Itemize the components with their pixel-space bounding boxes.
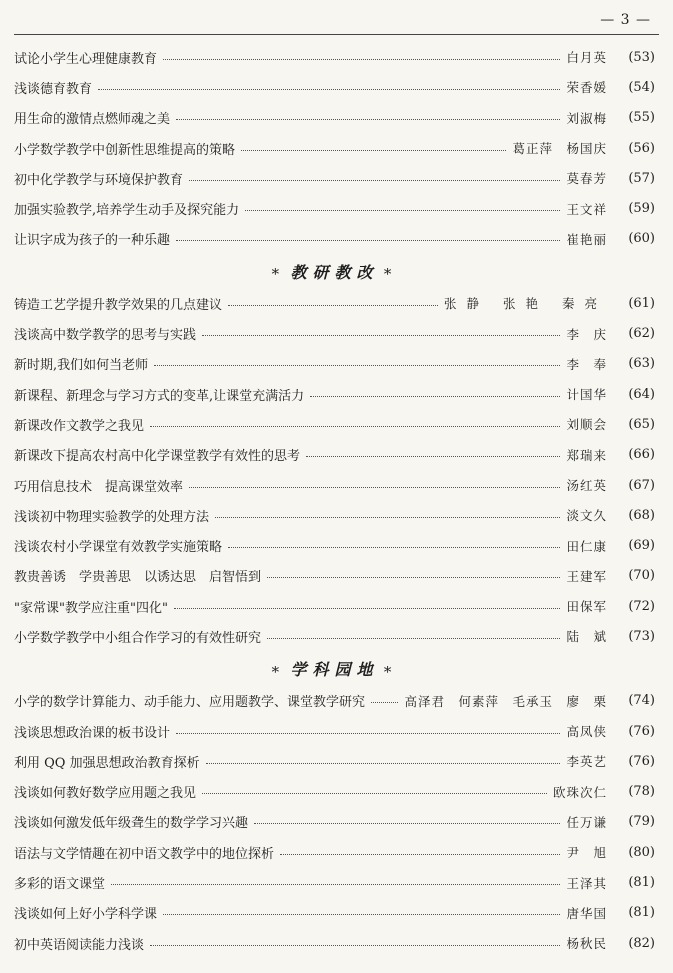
- asterisk-icon: ∗: [270, 262, 287, 281]
- entry-title: 浅谈德育教育: [14, 81, 93, 97]
- entry-authors: 莫春芳: [566, 171, 607, 187]
- toc-entry: [14, 470, 655, 500]
- entry-authors: 荣香媛: [566, 80, 607, 96]
- entry-page-number: (74): [628, 693, 655, 709]
- entry-page-number: (54): [628, 79, 655, 95]
- entry-authors: 王建军: [566, 568, 607, 584]
- entry-page-number: (81): [628, 905, 655, 921]
- asterisk-icon: ∗: [382, 659, 399, 678]
- toc-entry: [14, 193, 655, 223]
- entry-authors: 田仁康: [566, 538, 607, 554]
- entry-title: 浅谈如何教好数学应用题之我见: [14, 786, 197, 802]
- toc-entry: [14, 777, 655, 807]
- entry-title: 新课改作文教学之我见: [14, 418, 145, 434]
- section-heading: [14, 254, 655, 288]
- dot-leader: [189, 487, 560, 488]
- entry-page-number: (66): [628, 447, 655, 463]
- toc-entry: [14, 530, 655, 560]
- entry-title: 巧用信息技术 提高课堂效率: [14, 479, 184, 495]
- entry-authors: 尹 旭: [566, 845, 607, 861]
- dot-leader: [267, 638, 560, 639]
- entry-title: 初中化学教学与环境保护教育: [14, 172, 184, 188]
- entry-page-number: (65): [628, 416, 655, 432]
- entry-title: 新时期,我们如何当老师: [14, 358, 149, 374]
- entry-page-number: (76): [628, 723, 655, 739]
- dot-leader: [176, 240, 560, 241]
- dot-leader: [241, 150, 506, 151]
- entry-page-number: (82): [628, 935, 655, 951]
- toc-entry: [14, 318, 655, 348]
- dot-leader: [176, 119, 560, 120]
- asterisk-icon: ∗: [382, 262, 399, 281]
- entry-page-number: (55): [628, 110, 655, 126]
- entry-title: 语法与文学情趣在初中语文教学中的地位探析: [14, 846, 275, 862]
- dot-leader: [189, 180, 560, 181]
- entry-page-number: (78): [628, 784, 655, 800]
- entry-title: 浅谈初中物理实验教学的处理方法: [14, 509, 210, 525]
- entry-page-number: (61): [628, 295, 655, 311]
- entry-authors: 唐华国: [566, 905, 607, 921]
- entry-authors: 王泽其: [566, 875, 607, 891]
- entry-page-number: (79): [628, 814, 655, 830]
- entry-title: 让识字成为孩子的一种乐趣: [14, 233, 171, 249]
- entry-title: 多彩的语文课堂: [14, 877, 106, 893]
- entry-authors: 田保军: [566, 599, 607, 615]
- entry-page-number: (56): [628, 140, 655, 156]
- table-of-contents: [14, 42, 655, 958]
- dot-leader: [228, 305, 438, 306]
- entry-title: 浅谈如何上好小学科学课: [14, 907, 158, 923]
- toc-entry: [14, 561, 655, 591]
- entry-page-number: (57): [628, 170, 655, 186]
- entry-title: 教贵善诱 学贵善思 以诱达思 启智悟到: [14, 570, 262, 586]
- dot-leader: [154, 365, 560, 366]
- entry-title: 加强实验教学,培养学生动手及探究能力: [14, 203, 240, 219]
- dot-leader: [280, 854, 560, 855]
- entry-title: 浅谈高中数学教学的思考与实践: [14, 328, 197, 344]
- toc-entry: [14, 500, 655, 530]
- entry-authors: 李英艺: [566, 754, 607, 770]
- dot-leader: [245, 210, 560, 211]
- toc-entry: [14, 103, 655, 133]
- entry-page-number: (81): [628, 875, 655, 891]
- top-rule: [14, 34, 659, 35]
- entry-authors: 王文祥: [566, 201, 607, 217]
- entry-page-number: (53): [628, 49, 655, 65]
- toc-entry: [14, 621, 655, 651]
- entry-page-number: (67): [628, 477, 655, 493]
- entry-authors: 崔艳丽: [566, 231, 607, 247]
- entry-page-number: (64): [628, 386, 655, 402]
- toc-entry: [14, 686, 655, 716]
- dot-leader: [254, 823, 560, 824]
- toc-entry: [14, 440, 655, 470]
- toc-entry: [14, 288, 655, 318]
- dot-leader: [150, 945, 560, 946]
- entry-page-number: (63): [628, 356, 655, 372]
- dot-leader: [206, 763, 561, 764]
- dot-leader: [267, 577, 560, 578]
- entry-title: 利用 QQ 加强思想政治教育探析: [14, 755, 200, 771]
- toc-entry: [14, 898, 655, 928]
- entry-authors: 李 庆: [566, 326, 607, 342]
- entry-title: 浅谈如何激发低年级聋生的数学学习兴趣: [14, 816, 249, 832]
- toc-entry: [14, 928, 655, 958]
- dot-leader: [150, 426, 560, 427]
- entry-authors: 郑瑞来: [566, 447, 607, 463]
- dot-leader: [310, 396, 560, 397]
- toc-entry: [14, 42, 655, 72]
- dot-leader: [306, 456, 560, 457]
- entry-page-number: (59): [628, 201, 655, 217]
- toc-entry: [14, 224, 655, 254]
- entry-page-number: (73): [628, 628, 655, 644]
- toc-entry: [14, 379, 655, 409]
- entry-title: 铸造工艺学提升教学效果的几点建议: [14, 297, 223, 313]
- dot-leader: [176, 733, 560, 734]
- entry-authors: 陆 斌: [566, 629, 607, 645]
- toc-entry: [14, 716, 655, 746]
- entry-title: 新课程、新理念与学习方式的变革,让课堂充满活力: [14, 388, 305, 404]
- entry-authors: 葛正萍 杨国庆: [512, 141, 607, 157]
- dot-leader: [111, 884, 560, 885]
- entry-authors: 计国华: [566, 387, 607, 403]
- entry-authors: 欧珠次仁: [552, 784, 607, 800]
- entry-authors: 刘淑梅: [566, 110, 607, 126]
- entry-page-number: (70): [628, 568, 655, 584]
- dot-leader: [202, 335, 560, 336]
- toc-entry: [14, 133, 655, 163]
- entry-title: 小学数学教学中创新性思维提高的策略: [14, 142, 236, 158]
- page-number: — 3 —: [600, 12, 651, 28]
- entry-page-number: (62): [628, 326, 655, 342]
- entry-authors: 高凤侠: [566, 724, 607, 740]
- toc-entry: [14, 591, 655, 621]
- entry-title: "家常课"教学应注重"四化": [14, 600, 168, 616]
- toc-entry: [14, 409, 655, 439]
- entry-title: 小学的数学计算能力、动手能力、应用题教学、课堂教学研究: [14, 695, 366, 711]
- entry-page-number: (68): [628, 507, 655, 523]
- toc-entry: [14, 807, 655, 837]
- section-heading-text: 教研教改: [290, 262, 379, 282]
- dot-leader: [98, 89, 560, 90]
- entry-authors: 任万谦: [566, 814, 607, 830]
- entry-page-number: (80): [628, 844, 655, 860]
- entry-title: 初中英语阅读能力浅谈: [14, 937, 145, 953]
- toc-entry: [14, 746, 655, 776]
- toc-entry: [14, 837, 655, 867]
- dot-leader: [228, 547, 560, 548]
- entry-title: 小学数学教学中小组合作学习的有效性研究: [14, 630, 262, 646]
- dot-leader: [371, 702, 398, 703]
- asterisk-icon: ∗: [270, 659, 287, 678]
- toc-entry: [14, 349, 655, 379]
- dot-leader: [174, 608, 561, 609]
- entry-page-number: (72): [628, 598, 655, 614]
- entry-title: 试论小学生心理健康教育: [14, 51, 158, 67]
- entry-title: 用生命的激情点燃师魂之美: [14, 112, 171, 128]
- toc-entry: [14, 867, 655, 897]
- section-heading: [14, 652, 655, 686]
- section-heading-text: 学科园地: [290, 660, 379, 680]
- entry-authors: 刘顺会: [566, 417, 607, 433]
- entry-title: 浅谈思想政治课的板书设计: [14, 725, 171, 741]
- entry-page-number: (76): [628, 753, 655, 769]
- toc-entry: [14, 72, 655, 102]
- entry-title: 新课改下提高农村高中化学课堂教学有效性的思考: [14, 449, 301, 465]
- entry-authors: 杨秋民: [566, 936, 607, 952]
- entry-authors: 白月英: [566, 50, 607, 66]
- dot-leader: [163, 59, 560, 60]
- entry-page-number: (69): [628, 538, 655, 554]
- toc-entry: [14, 163, 655, 193]
- dot-leader: [202, 793, 547, 794]
- entry-authors: 淡文久: [566, 508, 607, 524]
- entry-authors: 高泽君 何素萍 毛承玉 廖 栗: [404, 693, 607, 709]
- entry-authors: 张静 张艳 秦亮: [444, 296, 607, 312]
- dot-leader: [215, 517, 560, 518]
- entry-authors: 李 奉: [566, 356, 607, 372]
- entry-page-number: (60): [628, 231, 655, 247]
- entry-authors: 汤红英: [566, 478, 607, 493]
- entry-title: 浅谈农村小学课堂有效教学实施策略: [14, 540, 223, 556]
- dot-leader: [163, 914, 560, 915]
